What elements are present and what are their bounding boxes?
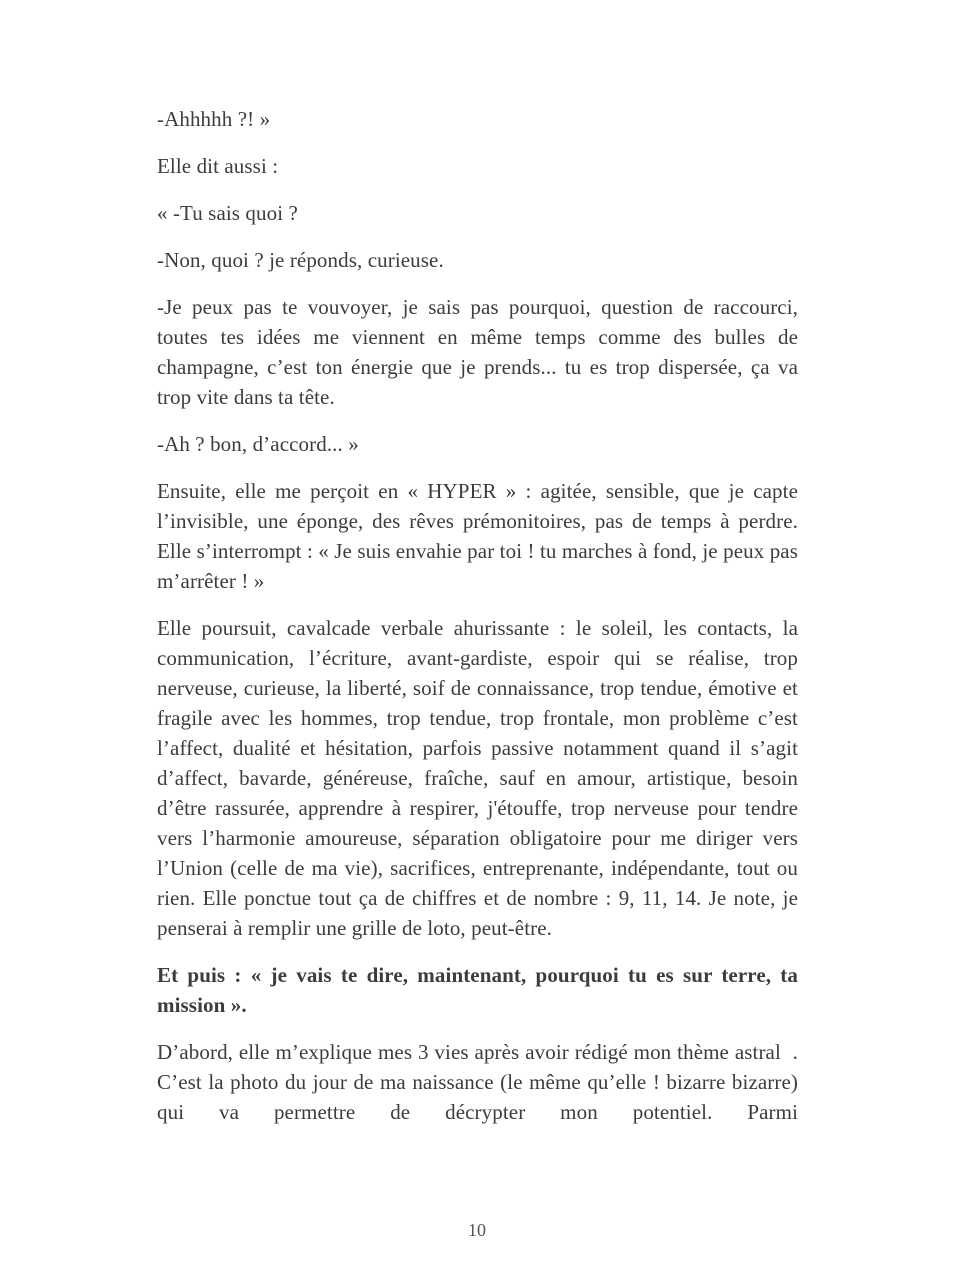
paragraph-dabord-theme-astral: D’abord, elle m’explique mes 3 vies après avoir rédigé mon thème astral . C’est la photo du jour de ma naissance (le même qu’elle ! bizarre bizarre) qui va permettre de décrypter mon potentiel. Parmi: [157, 1040, 798, 1124]
paragraph-et-puis-mission: Et puis : « je vais te dire, maintenant, pourquoi tu es sur terre, ta mission ».: [157, 963, 798, 1017]
page-number: 10: [468, 1220, 486, 1240]
paragraph-je-peux-pas-te-vouvoyer: -Je peux pas te vouvoyer, je sais pas pourquoi, question de raccourci, toutes tes idées me viennent en même temps comme des bulles de champagne, c’est ton énergie que je prends... tu es trop dispersée, ça va trop vite dans ta tête.: [157, 295, 798, 409]
paragraph-ah-bon-daccord: -Ah ? bon, d’accord... »: [157, 432, 359, 456]
book-page-text-block: [157, 104, 798, 1144]
paragraph-ensuite-hyper: Ensuite, elle me perçoit en « HYPER » : agitée, sensible, que je capte l’invisible, une éponge, des rêves prémonitoires, pas de temps à perdre. Elle s’interrompt : « Je suis envahie par toi ! tu marches à fond, je peux pas m’arrêter ! »: [157, 479, 798, 593]
paragraph-cavalcade-verbale: Elle poursuit, cavalcade verbale ahurissante : le soleil, les contacts, la communication, l’écriture, avant-gardiste, espoir qui se réalise, trop nerveuse, curieuse, la liberté, soif de connaissance, trop tendue, émotive et fragile avec les hommes, trop tendue, trop frontale, mon problème c’est l’affect, dualité et hésitation, parfois passive notamment quand il s’agit d’affect, bavarde, généreuse, fraîche, sauf en amour, artistique, besoin d’être rassurée, apprendre à respirer, j'étouffe, trop nerveuse pour tendre vers l’harmonie amoureuse, séparation obligatoire pour me diriger vers l’Union (celle de ma vie), sacrifices, entreprenante, indépendante, tout ou rien. Elle ponctue tout ça de chiffres et de nombre : 9, 11, 14. Je note, je penserai à remplir une grille de loto, peut-être.: [157, 616, 798, 940]
paragraph-dialogue-ahhhhh: -Ahhhhh ?! »: [157, 107, 271, 131]
paragraph-tu-sais-quoi: « -Tu sais quoi ?: [157, 201, 298, 225]
paragraph-elle-dit-aussi: Elle dit aussi :: [157, 154, 279, 178]
paragraph-non-quoi: -Non, quoi ? je réponds, curieuse.: [157, 248, 444, 272]
